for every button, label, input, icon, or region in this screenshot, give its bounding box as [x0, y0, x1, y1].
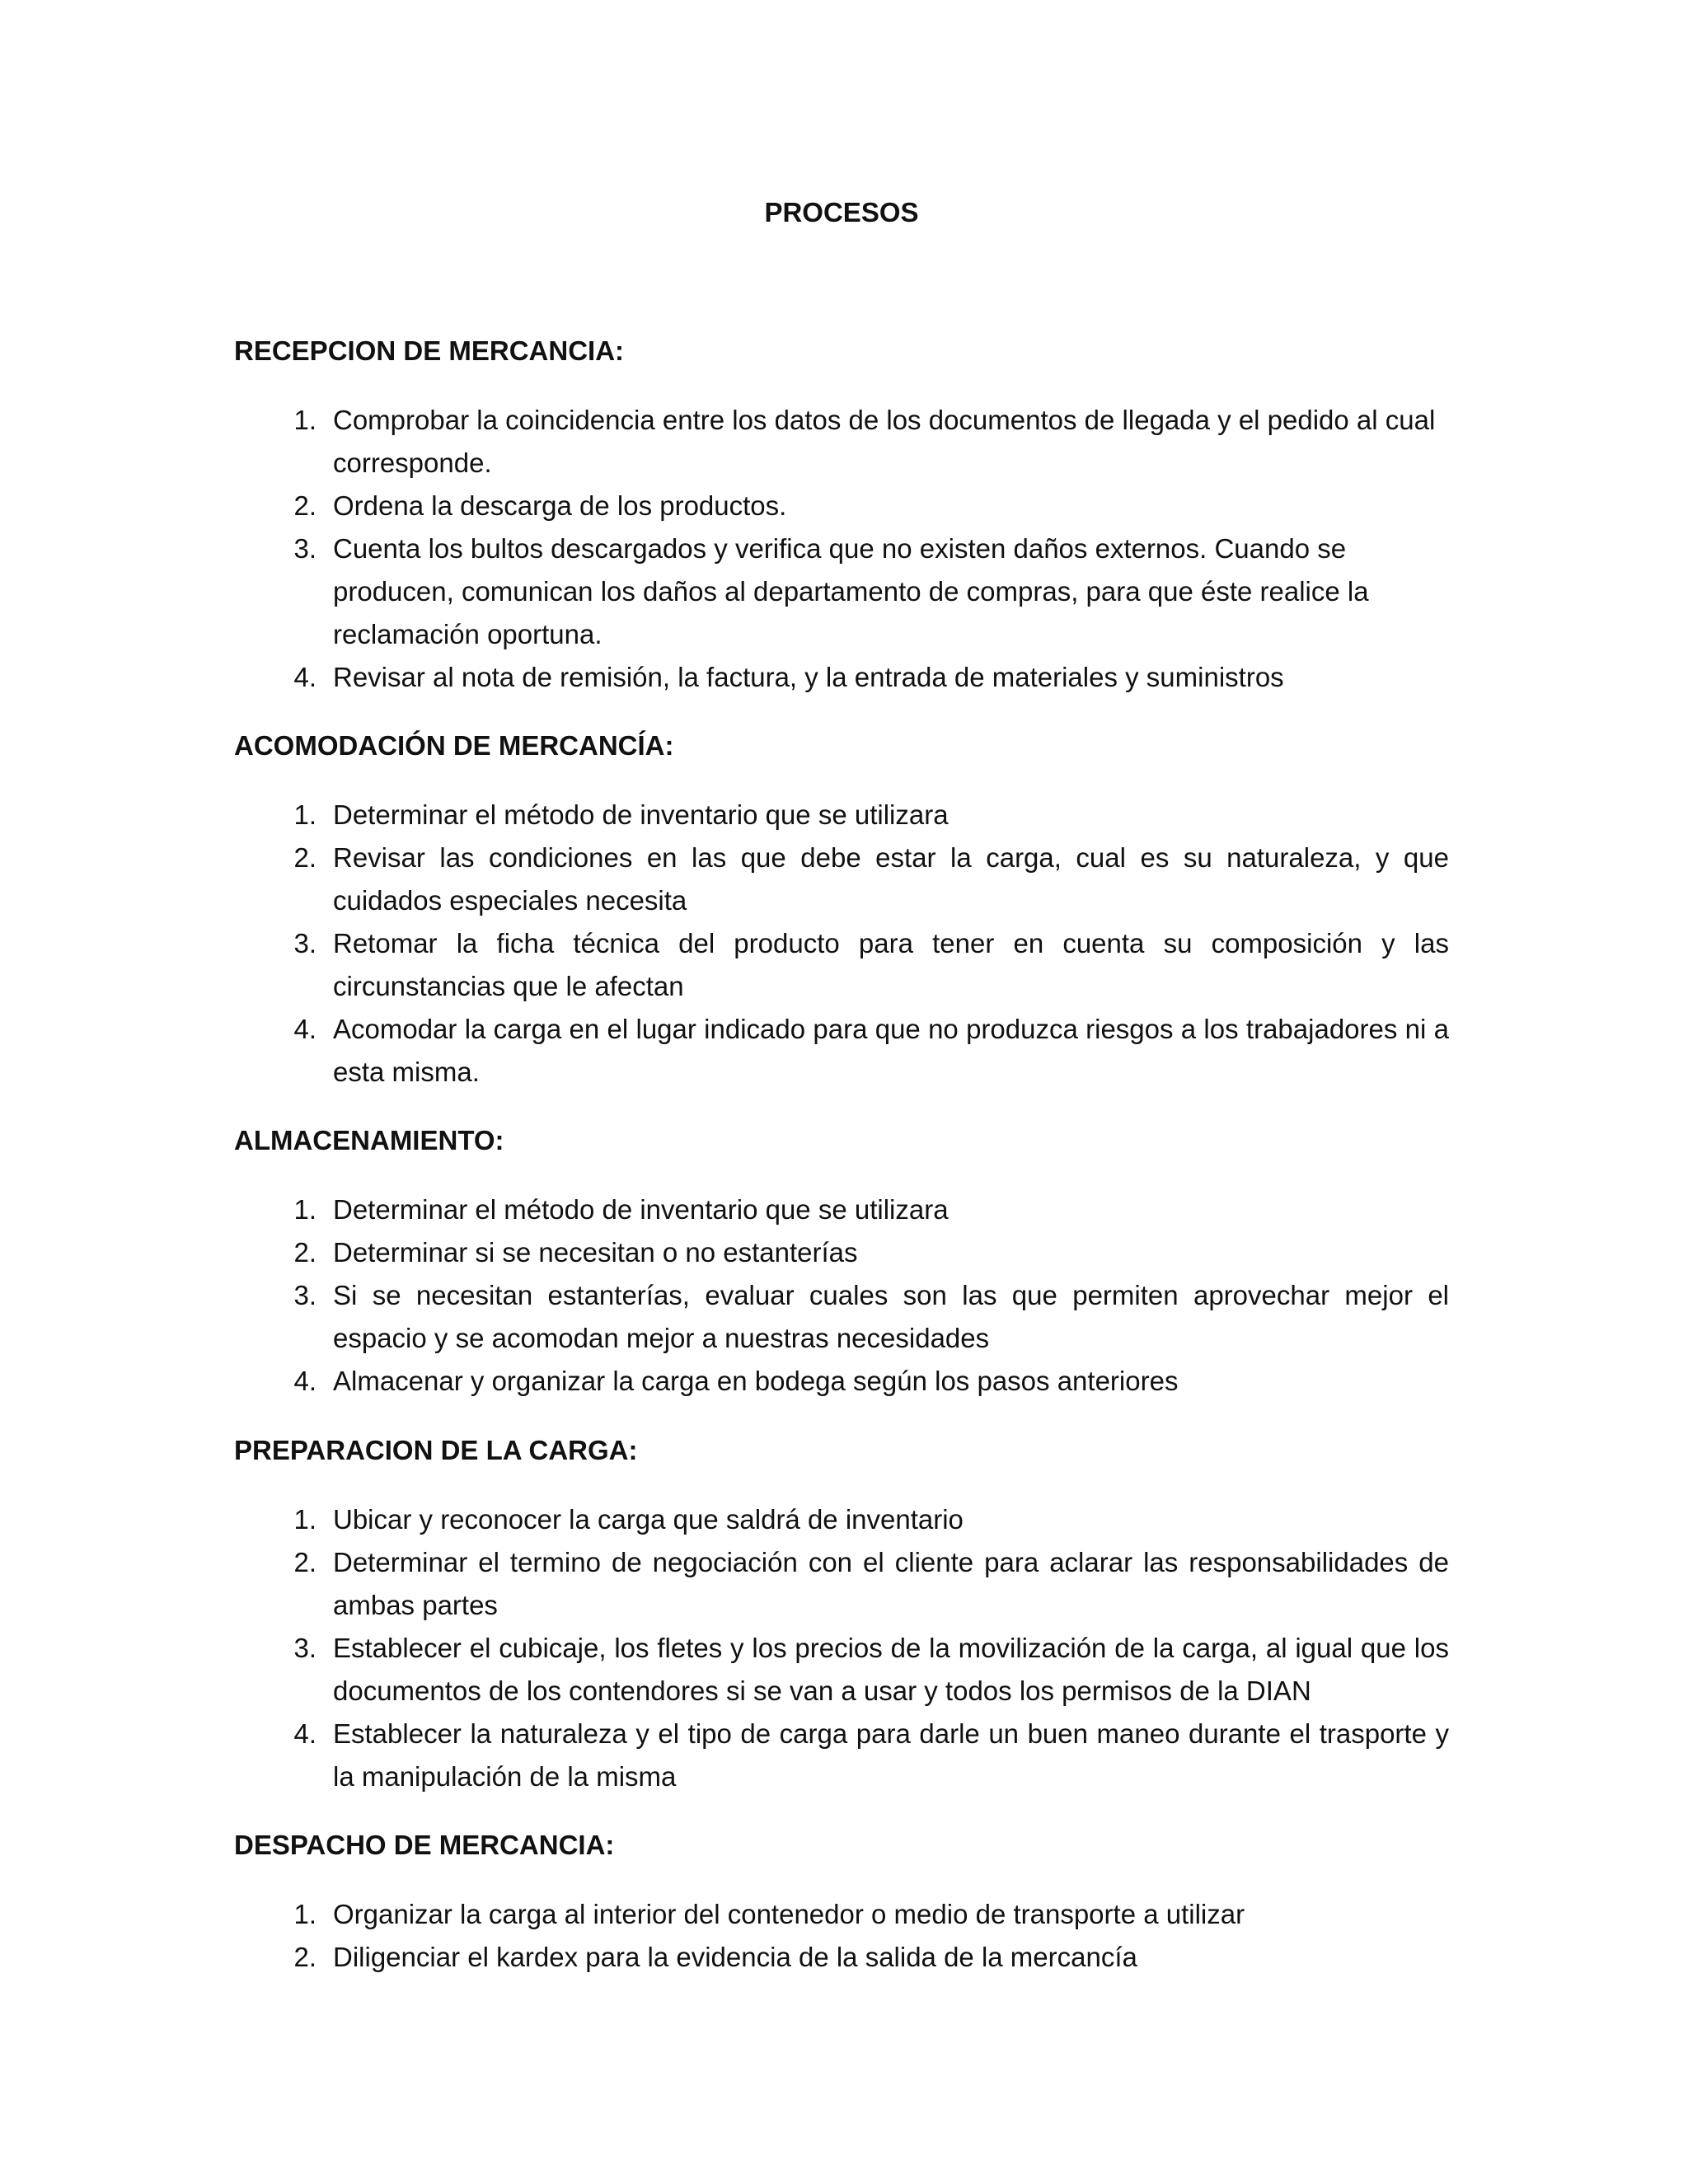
list-item-text: Determinar si se necesitan o no estanterías [333, 1237, 858, 1268]
list-item-number: 2. [293, 1942, 316, 1972]
list-item-number: 4. [293, 1014, 316, 1044]
list-item [234, 656, 1449, 699]
list-item [234, 794, 1449, 837]
list-item-text: Organizar la carga al interior del contenedor o medio de transporte a utilizar [333, 1899, 1245, 1929]
list-item-text: Establecer la naturaleza y el tipo de carga para darle un buen maneo durante el trasporte y la manipulación de la misma [333, 1718, 1449, 1792]
list-item-text: Retomar la ficha técnica del producto para tener en cuenta su composición y las circunstancias que le afectan [333, 928, 1449, 1001]
list-item-number: 1. [293, 1504, 316, 1535]
section-recepcion-de-mercancia [234, 330, 1449, 699]
list-item [234, 1936, 1449, 1979]
list-item [234, 1274, 1449, 1360]
section-heading: DESPACHO DE MERCANCIA: [234, 1830, 615, 1860]
list-item-text: Acomodar la carga en el lugar indicado para que no produzca riesgos a los trabajadores ni a esta misma. [333, 1014, 1449, 1087]
section-heading: ACOMODACIÓN DE MERCANCÍA: [234, 730, 674, 761]
list-item [234, 1360, 1449, 1403]
list-item [234, 1231, 1449, 1274]
list-item-number: 4. [293, 1718, 316, 1749]
list-item-text: Almacenar y organizar la carga en bodega según los pasos anteriores [333, 1366, 1179, 1396]
list-item-text: Ordena la descarga de los productos. [333, 490, 787, 521]
numbered-list [234, 399, 1449, 699]
list-item-number: 1. [293, 799, 316, 830]
list-item [234, 485, 1449, 527]
list-item-number: 1. [293, 1899, 316, 1929]
list-item-number: 3. [293, 533, 316, 564]
list-item-number: 4. [293, 1366, 316, 1396]
list-item-text: Revisar al nota de remisión, la factura, y la entrada de materiales y suministros [333, 662, 1284, 692]
numbered-list [234, 1188, 1449, 1403]
list-item-text: Determinar el termino de negociación con el cliente para aclarar las responsabilidades de ambas partes [333, 1547, 1449, 1620]
list-item-number: 2. [293, 490, 316, 521]
list-item-number: 4. [293, 662, 316, 692]
list-item [234, 1008, 1449, 1094]
list-item-text: Si se necesitan estanterías, evaluar cuales son las que permiten aprovechar mejor el espacio y se acomodan mejor a nuestras necesidades [333, 1280, 1449, 1353]
list-item-number: 1. [293, 405, 316, 435]
list-item [234, 1541, 1449, 1627]
list-item [234, 527, 1449, 656]
list-item-text: Establecer el cubicaje, los fletes y los precios de la movilización de la carga, al igual que los documentos de los contendores si se van a usar y todos los permisos de la DIAN [333, 1633, 1449, 1706]
list-item [234, 1498, 1449, 1541]
list-item-text: Revisar las condiciones en las que debe estar la carga, cual es su naturaleza, y que cuidados especiales necesita [333, 842, 1449, 916]
section-acomodacion-de-mercancia [234, 724, 1449, 1094]
list-item-number: 2. [293, 1237, 316, 1268]
section-heading: RECEPCION DE MERCANCIA: [234, 335, 625, 366]
section-heading: PREPARACION DE LA CARGA: [234, 1435, 638, 1465]
list-item-text: Ubicar y reconocer la carga que saldrá de inventario [333, 1504, 964, 1535]
numbered-list [234, 1893, 1449, 1979]
list-item [234, 1713, 1449, 1798]
list-item-text: Cuenta los bultos descargados y verifica que no existen daños externos. Cuando se producen, comunican los daños al departamento de compras, para que éste realice la reclamación oportuna. [333, 533, 1369, 649]
list-item-text: Comprobar la coincidencia entre los datos de los documentos de llegada y el pedido al cual corresponde. [333, 405, 1436, 478]
numbered-list [234, 794, 1449, 1094]
list-item-number: 3. [293, 928, 316, 958]
list-item-number: 1. [293, 1194, 316, 1225]
list-item-text: Determinar el método de inventario que se utilizara [333, 1194, 949, 1225]
list-item [234, 922, 1449, 1008]
list-item [234, 399, 1449, 485]
document-page [234, 0, 1449, 2184]
list-item-number: 3. [293, 1280, 316, 1310]
section-heading: ALMACENAMIENTO: [234, 1125, 504, 1155]
document-title: PROCESOS [764, 197, 919, 227]
numbered-list [234, 1498, 1449, 1798]
list-item [234, 1188, 1449, 1231]
list-item [234, 1893, 1449, 1936]
list-item-number: 2. [293, 1547, 316, 1577]
list-item-number: 3. [293, 1633, 316, 1663]
list-item-number: 2. [293, 842, 316, 873]
section-almacenamiento [234, 1119, 1449, 1403]
list-item-text: Diligenciar el kardex para la evidencia de la salida de la mercancía [333, 1942, 1137, 1972]
list-item [234, 1627, 1449, 1713]
list-item-text: Determinar el método de inventario que se utilizara [333, 799, 949, 830]
section-preparacion-de-la-carga [234, 1429, 1449, 1798]
list-item [234, 837, 1449, 922]
section-despacho-de-mercancia [234, 1824, 1449, 1979]
